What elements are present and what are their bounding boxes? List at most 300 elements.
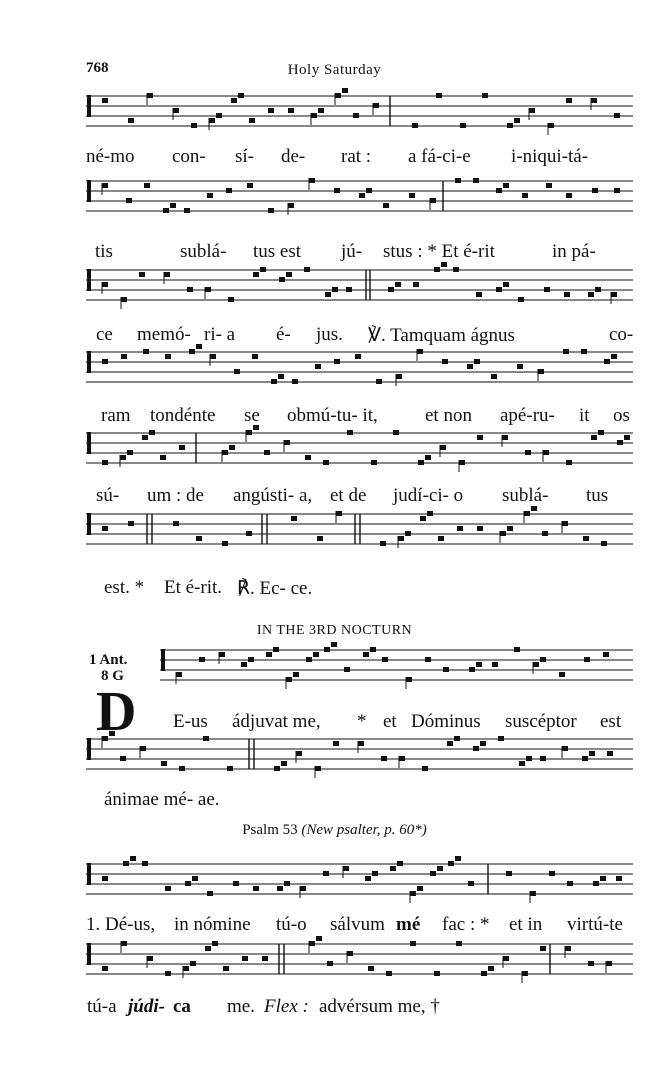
- neume: [447, 741, 453, 746]
- neume: [216, 113, 222, 118]
- lyric-syllable: suscéptor: [505, 711, 577, 732]
- neume: [191, 123, 197, 128]
- neume: [120, 756, 126, 761]
- neume: [548, 123, 554, 128]
- neume: [457, 526, 463, 531]
- neume: [128, 118, 134, 123]
- neume: [296, 751, 302, 756]
- neume: [260, 267, 266, 272]
- neume: [474, 359, 480, 364]
- neume: [288, 203, 294, 208]
- neume: [315, 364, 321, 369]
- neume: [383, 203, 389, 208]
- neume: [165, 354, 171, 359]
- neume: [533, 662, 539, 667]
- neume: [335, 93, 341, 98]
- neume: [102, 876, 108, 881]
- neume: [304, 267, 310, 272]
- neume: [170, 203, 176, 208]
- lyric-syllable: advérsum me, †: [319, 996, 440, 1017]
- lyric-syllable: né-mo: [86, 146, 135, 167]
- neume: [333, 741, 339, 746]
- neume: [614, 188, 620, 193]
- neume: [128, 521, 134, 526]
- neume: [460, 123, 466, 128]
- neume: [139, 272, 145, 277]
- neume: [406, 677, 412, 682]
- neume: [430, 198, 436, 203]
- neume: [616, 876, 622, 881]
- neume: [286, 272, 292, 277]
- neume: [418, 460, 424, 465]
- neume: [477, 435, 483, 440]
- neume: [455, 856, 461, 861]
- neume: [87, 863, 91, 885]
- neume: [284, 881, 290, 886]
- neume: [212, 941, 218, 946]
- neume: [164, 272, 170, 277]
- neume: [417, 349, 423, 354]
- neume: [347, 951, 353, 956]
- neume: [517, 364, 523, 369]
- lyric-syllable: tondénte: [150, 405, 216, 426]
- neume: [507, 123, 513, 128]
- neume: [325, 292, 331, 297]
- neume: [317, 536, 323, 541]
- psalm-reference: (New psalter, p. 60*): [301, 822, 427, 838]
- neume: [288, 108, 294, 113]
- neume: [363, 652, 369, 657]
- neume: [409, 193, 415, 198]
- neume: [480, 741, 486, 746]
- lyric-syllable: de-: [281, 146, 306, 167]
- neume: [87, 95, 91, 117]
- lyric-syllable: júdi-: [128, 996, 165, 1017]
- lyric-syllable: fac : *: [442, 914, 490, 935]
- neume: [482, 93, 488, 98]
- lyric-syllable: tú-a: [87, 996, 117, 1017]
- neume: [268, 108, 274, 113]
- neume: [102, 526, 108, 531]
- neume: [507, 526, 513, 531]
- neume: [149, 430, 155, 435]
- neume: [477, 526, 483, 531]
- neume: [453, 267, 459, 272]
- lyric-syllable: jú-: [341, 241, 363, 262]
- neume: [87, 432, 91, 454]
- neume: [526, 756, 532, 761]
- neume: [227, 766, 233, 771]
- lyric-syllable: et non: [425, 405, 472, 426]
- neume: [506, 871, 512, 876]
- neume: [422, 766, 428, 771]
- neume: [347, 430, 353, 435]
- neume: [253, 886, 259, 891]
- neume: [189, 349, 195, 354]
- neume: [540, 946, 546, 951]
- neume: [226, 188, 232, 193]
- neume: [160, 455, 166, 460]
- neume: [589, 751, 595, 756]
- neume: [353, 113, 359, 118]
- neume: [121, 941, 127, 946]
- neume: [366, 188, 372, 193]
- lyric-syllable: *: [357, 711, 367, 732]
- neume: [249, 118, 255, 123]
- lyric-syllable: os: [613, 405, 630, 426]
- neume: [278, 374, 284, 379]
- neume: [365, 876, 371, 881]
- neume: [566, 98, 572, 103]
- neume: [142, 861, 148, 866]
- neume: [380, 541, 386, 546]
- neume: [327, 961, 333, 966]
- lyric-syllable: tú-o: [276, 914, 307, 935]
- neume: [102, 282, 108, 287]
- neume: [323, 460, 329, 465]
- neume: [248, 657, 254, 662]
- neume: [126, 198, 132, 203]
- neume: [253, 272, 259, 277]
- neume: [530, 891, 536, 896]
- lyric-syllable: sálvum: [330, 914, 385, 935]
- neume: [316, 936, 322, 941]
- neume: [519, 761, 525, 766]
- lyric-syllable: stus : * Et é-rit: [383, 241, 495, 262]
- lyric-syllable: apé-ru-: [500, 405, 555, 426]
- neume: [87, 351, 91, 373]
- neume: [607, 751, 613, 756]
- neume: [291, 516, 297, 521]
- lyric-syllable: 1. Dé-us,: [86, 914, 156, 935]
- lyric-syllable: mé: [396, 914, 421, 935]
- neume: [234, 369, 240, 374]
- neume: [323, 871, 329, 876]
- lyric-syllable: i-niqui-tá-: [511, 146, 589, 167]
- neume: [562, 521, 568, 526]
- neume: [147, 956, 153, 961]
- neume: [346, 287, 352, 292]
- neume: [543, 450, 549, 455]
- neume: [87, 738, 91, 760]
- neume: [271, 379, 277, 384]
- lyric-syllable: Et é-rit.: [164, 577, 223, 598]
- neume: [315, 766, 321, 771]
- neume: [410, 941, 416, 946]
- neume: [205, 287, 211, 292]
- neume: [611, 292, 617, 297]
- neume: [583, 536, 589, 541]
- neume: [102, 98, 108, 103]
- neume: [624, 435, 630, 440]
- psalm-title: [0, 822, 669, 839]
- neume: [381, 756, 387, 761]
- neume: [376, 379, 382, 384]
- neume: [540, 756, 546, 761]
- neume: [442, 359, 448, 364]
- neume: [222, 450, 228, 455]
- neume: [102, 460, 108, 465]
- neume: [123, 861, 129, 866]
- neume: [412, 123, 418, 128]
- neume: [336, 511, 342, 516]
- neume: [140, 746, 146, 751]
- lyric-syllable: tus: [586, 485, 609, 506]
- neume: [420, 516, 426, 521]
- neume: [481, 971, 487, 976]
- neume: [522, 193, 528, 198]
- neume: [176, 672, 182, 677]
- lyric-syllable: ce: [96, 324, 113, 345]
- neume: [279, 277, 285, 282]
- neume: [496, 287, 502, 292]
- neume: [344, 667, 350, 672]
- lyric-syllable: in nómine: [174, 914, 251, 935]
- lyric-syllable: E-us: [173, 711, 208, 732]
- neume: [284, 440, 290, 445]
- neume: [334, 359, 340, 364]
- neume: [130, 856, 136, 861]
- neume: [355, 354, 361, 359]
- lyric-syllable: judí-ci- o: [393, 485, 464, 506]
- neume: [601, 541, 607, 546]
- lyric-syllable: a fá-ci-e: [408, 146, 471, 167]
- neume: [343, 866, 349, 871]
- neume: [524, 511, 530, 516]
- neume: [540, 657, 546, 662]
- neume: [273, 647, 279, 652]
- neume: [390, 866, 396, 871]
- neume: [538, 369, 544, 374]
- neume: [564, 292, 570, 297]
- neume: [306, 657, 312, 662]
- neume: [434, 267, 440, 272]
- neume: [582, 756, 588, 761]
- neume: [544, 287, 550, 292]
- neume: [246, 430, 252, 435]
- neume: [549, 871, 555, 876]
- neume: [199, 657, 205, 662]
- neume: [382, 657, 388, 662]
- lyric-syllable: memó-: [137, 324, 191, 345]
- neume: [454, 736, 460, 741]
- neume: [595, 287, 601, 292]
- lyric-syllable: est: [600, 711, 622, 732]
- neume: [562, 746, 568, 751]
- neume: [581, 349, 587, 354]
- neume: [518, 297, 524, 302]
- neume: [246, 531, 252, 536]
- neume: [491, 374, 497, 379]
- lyric-syllable: tus est: [253, 241, 302, 262]
- neume: [440, 445, 446, 450]
- lyric-syllable: um : de: [147, 485, 204, 506]
- neume: [500, 531, 506, 536]
- neume: [163, 208, 169, 213]
- neume: [617, 440, 623, 445]
- neume: [144, 183, 150, 188]
- neume: [266, 652, 272, 657]
- neume: [87, 943, 91, 965]
- neume: [161, 649, 165, 671]
- neume: [274, 766, 280, 771]
- neume: [358, 741, 364, 746]
- neume: [425, 657, 431, 662]
- neume: [102, 183, 108, 188]
- neume: [196, 344, 202, 349]
- neume: [331, 642, 337, 647]
- neume: [413, 282, 419, 287]
- neume: [514, 647, 520, 652]
- lyric-line: ánimae mé- ae.: [104, 789, 220, 810]
- neume: [546, 183, 552, 188]
- neume: [430, 871, 436, 876]
- neume: [252, 354, 258, 359]
- running-title: Holy Saturday: [287, 62, 382, 78]
- neume: [410, 891, 416, 896]
- neume: [370, 647, 376, 652]
- neume: [277, 886, 283, 891]
- neume: [238, 93, 244, 98]
- neume: [318, 108, 324, 113]
- neume: [588, 292, 594, 297]
- lyric-syllable: ℣. Tamquam ágnus: [368, 325, 515, 346]
- neume: [386, 971, 392, 976]
- lyric-syllable: ca: [173, 996, 191, 1017]
- neume: [223, 966, 229, 971]
- neume: [264, 450, 270, 455]
- neume: [334, 188, 340, 193]
- neume: [231, 98, 237, 103]
- neume: [210, 354, 216, 359]
- neume: [436, 93, 442, 98]
- neume: [566, 193, 572, 198]
- lyric-syllable: sublá-: [502, 485, 549, 506]
- neume: [209, 118, 215, 123]
- neume: [165, 971, 171, 976]
- neume: [417, 886, 423, 891]
- neume: [522, 971, 528, 976]
- neume: [388, 287, 394, 292]
- neume: [469, 667, 475, 672]
- neume: [87, 513, 91, 535]
- neume: [443, 667, 449, 672]
- page-number: 768: [86, 60, 109, 76]
- lyric-syllable: sú-: [96, 485, 120, 506]
- lyric-syllable: co-: [609, 324, 634, 345]
- neume: [219, 652, 225, 657]
- neume: [593, 881, 599, 886]
- neume: [228, 297, 234, 302]
- neume: [185, 881, 191, 886]
- lyric-syllable: et: [383, 711, 397, 732]
- neume: [467, 364, 473, 369]
- neume: [313, 652, 319, 657]
- neume: [121, 354, 127, 359]
- nocturn-heading: IN THE 3RD NOCTURN: [256, 623, 413, 638]
- neume: [614, 113, 620, 118]
- neume: [448, 861, 454, 866]
- neume: [127, 450, 133, 455]
- neume: [437, 866, 443, 871]
- neume: [492, 662, 498, 667]
- neume: [584, 657, 590, 662]
- neume: [342, 88, 348, 93]
- neume: [173, 521, 179, 526]
- neume: [241, 662, 247, 667]
- lyric-syllable: virtú-te: [567, 914, 623, 935]
- neume: [359, 193, 365, 198]
- lyric-syllable: Dóminus: [411, 711, 481, 732]
- neume: [476, 662, 482, 667]
- mode-label: 8 G: [101, 668, 124, 684]
- neume: [300, 886, 306, 891]
- drop-cap: D: [96, 681, 137, 743]
- neume: [591, 98, 597, 103]
- neume: [427, 511, 433, 516]
- neume: [496, 188, 502, 193]
- lyric-syllable: in pá-: [552, 241, 596, 262]
- neume: [459, 460, 465, 465]
- neume: [233, 881, 239, 886]
- lyric-syllable: tis: [95, 241, 113, 262]
- lyric-syllable: se: [244, 405, 260, 426]
- neume: [332, 287, 338, 292]
- neume: [514, 118, 520, 123]
- neume: [309, 178, 315, 183]
- neume: [397, 861, 403, 866]
- lyric-syllable: sí-: [235, 146, 254, 167]
- neume: [398, 536, 404, 541]
- neume: [456, 941, 462, 946]
- neume: [247, 183, 253, 188]
- neume: [468, 881, 474, 886]
- lyric-syllable: me.: [227, 996, 255, 1017]
- neume: [476, 292, 482, 297]
- neume: [588, 961, 594, 966]
- neume: [591, 435, 597, 440]
- neume: [102, 966, 108, 971]
- neume: [405, 531, 411, 536]
- neume: [147, 93, 153, 98]
- neume: [425, 455, 431, 460]
- neume: [434, 971, 440, 976]
- lyric-syllable: ram: [101, 405, 131, 426]
- neume: [179, 445, 185, 450]
- neume: [262, 956, 268, 961]
- neume: [473, 746, 479, 751]
- lyric-syllable: jus.: [316, 324, 343, 345]
- neume: [565, 946, 571, 951]
- neume: [207, 193, 213, 198]
- neume: [473, 178, 479, 183]
- lyric-syllable: é-: [276, 324, 291, 345]
- neume: [503, 956, 509, 961]
- neume: [563, 349, 569, 354]
- neume: [184, 208, 190, 213]
- neume: [503, 183, 509, 188]
- neume: [161, 761, 167, 766]
- neume: [368, 966, 374, 971]
- lyric-syllable: et de: [330, 485, 367, 506]
- neume: [292, 379, 298, 384]
- neume: [529, 108, 535, 113]
- neume: [373, 103, 379, 108]
- neume: [395, 282, 401, 287]
- neume: [455, 178, 461, 183]
- neume: [503, 282, 509, 287]
- neume: [229, 445, 235, 450]
